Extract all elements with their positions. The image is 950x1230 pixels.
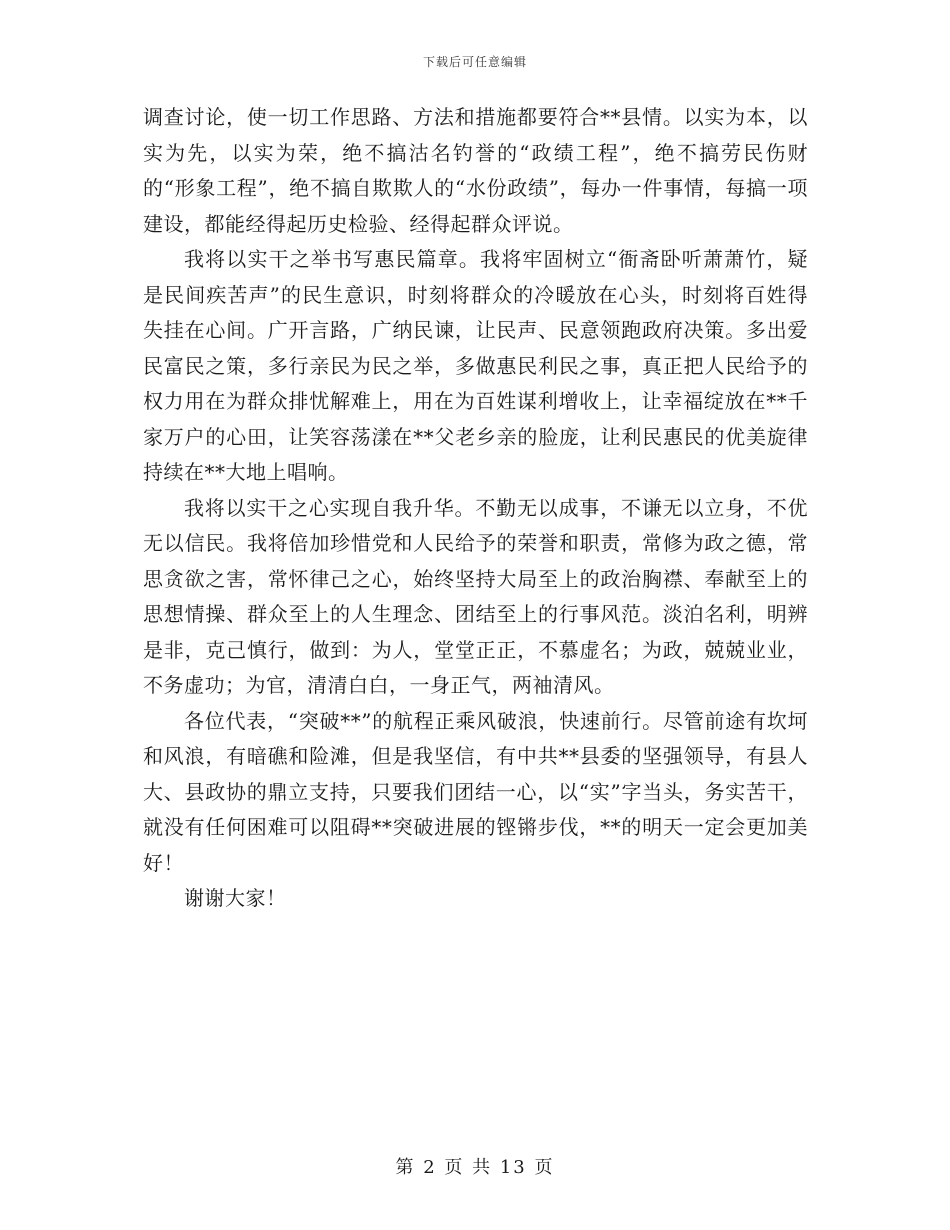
paragraph-thanks: 谢谢大家！	[184, 886, 287, 910]
paragraph-self-improvement: 我将以实干之心实现自我升华。不勤无以成事，不谦无以立身，不优无以信民。我将倍加珍惜党和人民给予的荣誉和职责，常修为政之德，常思贪欲之害，常怀律己之心，始终坚持大局至上的政治胸襟、奉献至上的思想情操、群众至上的人生理念、团结至上的行事风范。淡泊名利，明辨是非，克己慎行，做到：为人，堂堂正正，不慕虚名；为政，兢兢业业，不务虚功；为官，清清白白，一身正气，两袖清风。	[143, 495, 808, 697]
paragraph-continued: 调查讨论，使一切工作思路、方法和措施都要符合**县情。以实为本，以实为先，以实为荣，绝不搞沽名钓誉的“政绩工程”，绝不搞劳民伤财的“形象工程”，绝不搞自欺欺人的“水份政绩”，每办一件事情，每搞一项建设，都能经得起历史检验、经得起群众评说。	[143, 105, 808, 236]
paragraph-livelihood: 我将以实干之举书写惠民篇章。我将牢固树立“衙斋卧听萧萧竹，疑是民间疾苦声”的民生意识，时刻将群众的冷暖放在心头，时刻将百姓得失挂在心间。广开言路，广纳民谏，让民声、民意领跑政府决策。多出爱民富民之策，多行亲民为民之举，多做惠民利民之事，真正把人民给予的权力用在为群众排忧解难上，用在为百姓谋利增收上，让幸福绽放在**千家万户的心田，让笑容荡漾在**父老乡亲的脸庞，让利民惠民的优美旋律持续在**大地上唱响。	[143, 247, 808, 484]
page-number-footer: 第 2 页 共 13 页	[395, 1157, 555, 1178]
document-body	[143, 100, 808, 917]
paragraph-representatives: 各位代表，“突破**”的航程正乘风破浪，快速前行。尽管前途有坎坷和风浪，有暗礁和险滩，但是我坚信，有中共**县委的坚强领导，有县人大、县政协的鼎立支持，只要我们团结一心，以“实”字当头，务实苦干，就没有任何困难可以阻碍**突破进展的铿锵步伐，**的明天一定会更加美好！	[143, 708, 808, 875]
page-header: 下载后可任意编辑	[422, 55, 527, 69]
